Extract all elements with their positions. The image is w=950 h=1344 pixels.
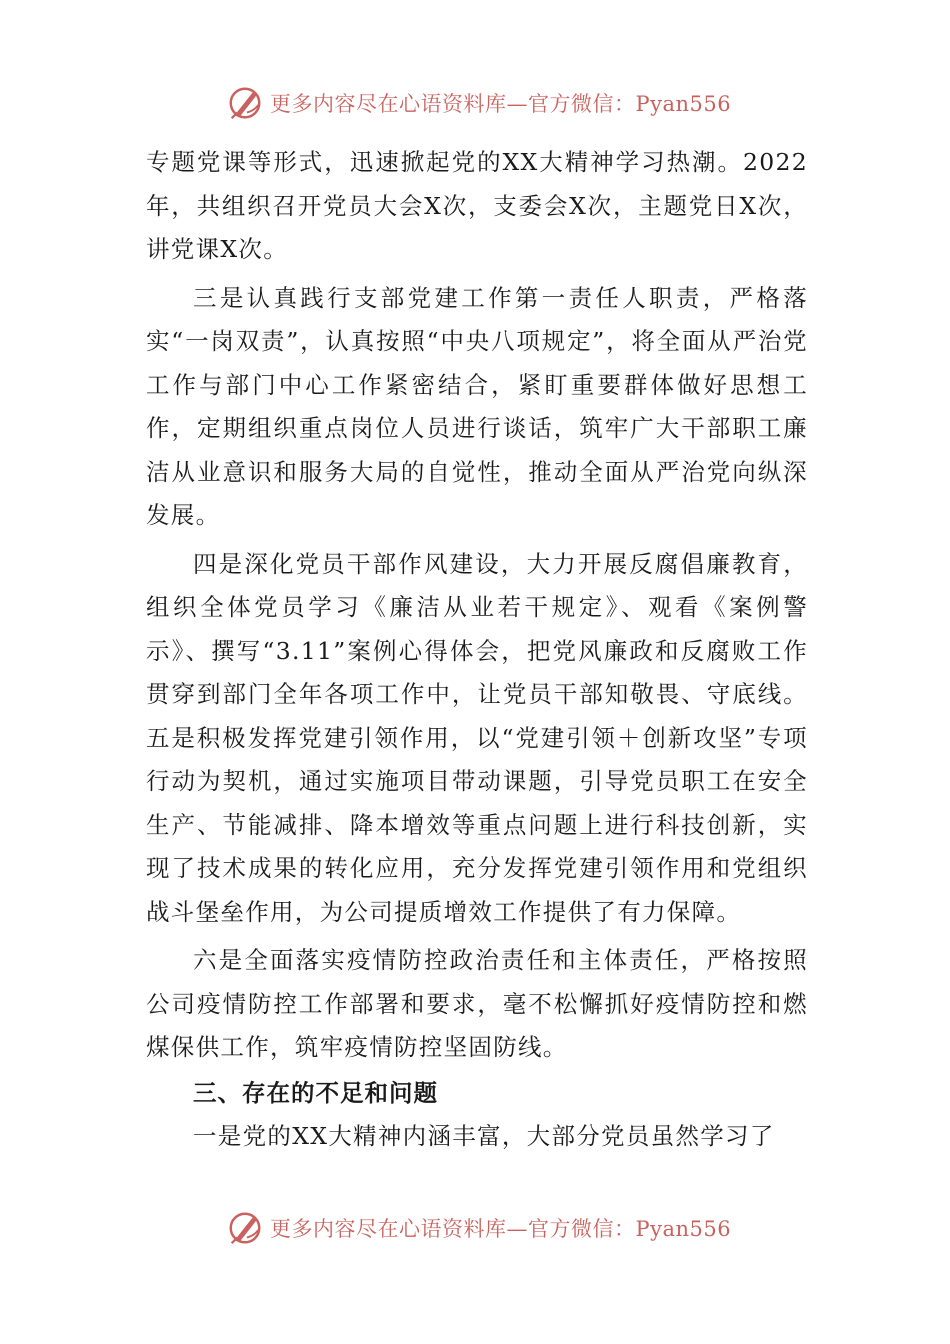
- paragraph-2: 三是认真践行支部党建工作第一责任人职责，严格落实“一岗双责”，认真按照“中央八项规定”，将全面从严治党工作与部门中心工作紧密结合，紧盯重要群体做好思想工作，定期组织重点岗位人员进行谈话，筑牢广大干部职工廉洁从业意识和服务大局的自觉性，推动全面从严治党向纵深发展。: [146, 283, 808, 529]
- paragraph-5: 一是党的XX大精神内涵丰富，大部分党员虽然学习了: [193, 1122, 775, 1150]
- header-banner: [226, 83, 731, 123]
- pen-circle-logo-icon: [226, 84, 264, 122]
- section-heading: 三、存在的不足和问题: [193, 1078, 438, 1107]
- banner-text: 更多内容尽在心语资料库—官方微信：Pyan556: [270, 92, 732, 116]
- document-body: [146, 141, 808, 1159]
- paragraph-4: 六是全面落实疫情防控政治责任和主体责任，严格按照公司疫情防控工作部署和要求，毫不松懈抓好疫情防控和燃煤保供工作，筑牢疫情防控坚固防线。: [146, 946, 808, 1061]
- banner-text: 更多内容尽在心语资料库—官方微信：Pyan556: [270, 1217, 732, 1241]
- pen-circle-logo-icon: [226, 1209, 264, 1247]
- footer-banner: [226, 1208, 731, 1248]
- paragraph-3: 四是深化党员干部作风建设，大力开展反腐倡廉教育，组织全体党员学习《廉洁从业若干规定》、观看《案例警示》、撰写“3.11”案例心得体会，把党风廉政和反腐败工作贯穿到部门全年各项工作中，让党员干部知敬畏、守底线。五是积极发挥党建引领作用，以“党建引领＋创新攻坚”专项行动为契机，通过实施项目带动课题，引导党员职工在安全生产、节能减排、降本增效等重点问题上进行科技创新，实现了技术成果的转化应用，充分发挥党建引领作用和党组织战斗堡垒作用，为公司提质增效工作提供了有力保障。: [146, 549, 808, 926]
- paragraph-1: 专题党课等形式，迅速掀起党的XX大精神学习热潮。2022年，共组织召开党员大会X次，支委会X次，主题党日X次，讲党课X次。: [146, 148, 808, 263]
